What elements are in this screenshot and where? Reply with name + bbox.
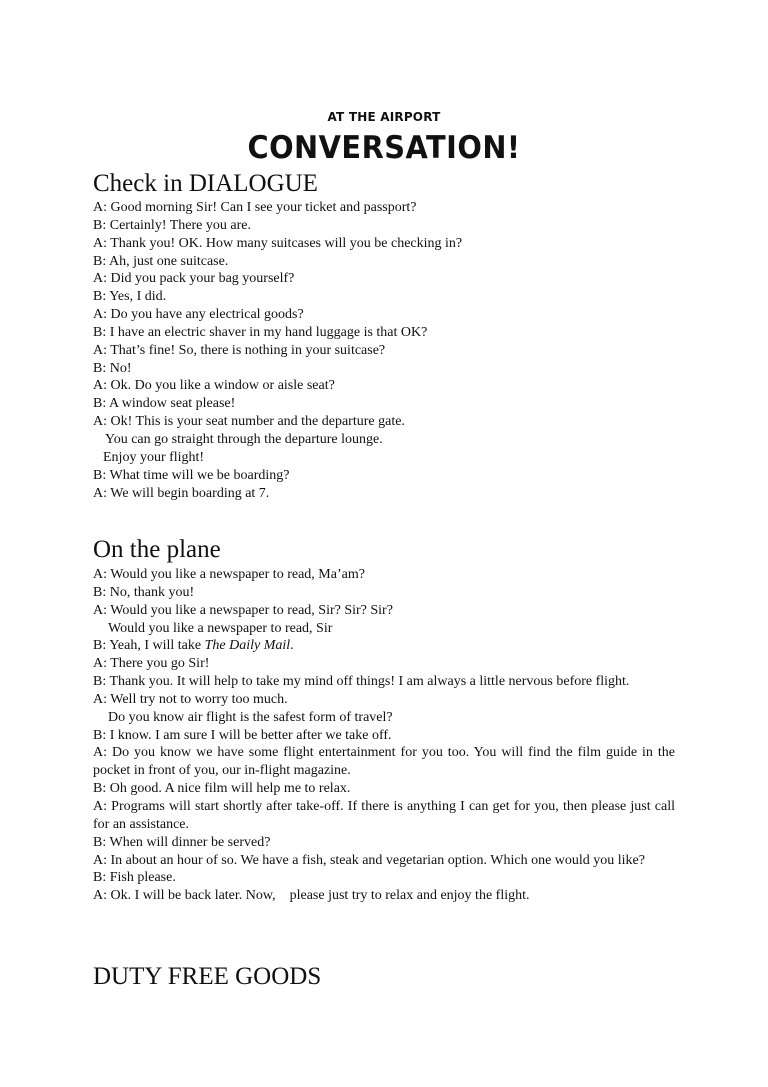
dialogue-line: B: No! xyxy=(93,360,132,376)
plane-dialogue xyxy=(93,566,675,905)
dialogue-line: B: A window seat please! xyxy=(93,396,236,412)
dialogue-line: A: We will begin boarding at 7. xyxy=(93,485,270,501)
dialogue-line: B: No, thank you! xyxy=(93,584,195,600)
dialogue-line: A: That’s fine! So, there is nothing in your suitcase? xyxy=(93,342,386,358)
dialogue-text: please just try to relax and enjoy the flight. xyxy=(289,888,530,904)
dialogue-text: B: Yeah, I will take xyxy=(93,638,205,654)
dialogue-line: B: Thank you. It will help to take my mind off things! I am always a little nervous before flight. xyxy=(93,674,630,690)
dialogue-line: A: Thank you! OK. How many suitcases will you be checking in? xyxy=(93,235,463,251)
page-kicker: AT THE AIRPORT xyxy=(327,110,441,124)
dialogue-line: A: Do you know we have some flight entertainment for you too. You will find the film guide in the pocket in front of you, our in-flight magazine. xyxy=(93,745,675,779)
dialogue-line: B: I have an electric shaver in my hand luggage is that OK? xyxy=(93,324,428,340)
checkin-dialogue xyxy=(93,199,675,502)
dialogue-line: B: Ah, just one suitcase. xyxy=(93,253,229,269)
dialogue-line-continued: Do you know air flight is the safest form of travel? xyxy=(108,709,393,725)
dialogue-line xyxy=(93,887,675,905)
dialogue-line: A: Good morning Sir! Can I see your ticket and passport? xyxy=(93,200,417,215)
dialogue-line: A: Programs will start shortly after take-off. If there is anything I can get for you, then please just call for an assistance. xyxy=(93,798,675,832)
section-heading-duty-free: DUTY FREE GOODS xyxy=(93,963,322,990)
dialogue-line: B: What time will we be boarding? xyxy=(93,467,290,483)
dialogue-line-continued: Would you like a newspaper to read, Sir xyxy=(108,620,333,636)
dialogue-line: B: I know. I am sure I will be better after we take off. xyxy=(93,727,392,743)
dialogue-line: A: Would you like a newspaper to read, Ma’am? xyxy=(93,567,365,582)
dialogue-line-continued: You can go straight through the departure lounge. xyxy=(105,431,383,447)
section-heading-plane: On the plane xyxy=(93,536,221,563)
section-heading-checkin: Check in DIALOGUE xyxy=(93,170,318,197)
dialogue-line xyxy=(93,637,675,655)
dialogue-line: A: In about an hour of so. We have a fish, steak and vegetarian option. Which one would you like? xyxy=(93,852,645,868)
dialogue-line: A: Well try not to worry too much. xyxy=(93,691,288,707)
dialogue-line: B: Yes, I did. xyxy=(93,289,167,305)
newspaper-title: The Daily Mail xyxy=(204,638,291,654)
dialogue-line: A: Would you like a newspaper to read, Sir? Sir? Sir? xyxy=(93,602,393,618)
dialogue-line: B: Oh good. A nice film will help me to relax. xyxy=(93,781,351,797)
dialogue-line: A: There you go Sir! xyxy=(93,656,210,672)
dialogue-line: B: Fish please. xyxy=(93,870,176,886)
dialogue-text: . xyxy=(290,638,294,654)
dialogue-line: B: Certainly! There you are. xyxy=(93,217,251,233)
dialogue-line: B: When will dinner be served? xyxy=(93,834,271,850)
dialogue-line-continued: Enjoy your flight! xyxy=(103,449,205,465)
dialogue-text: A: Ok. I will be back later. Now, xyxy=(93,888,276,904)
dialogue-line: A: Ok! This is your seat number and the departure gate. xyxy=(93,414,405,430)
dialogue-line: A: Do you have any electrical goods? xyxy=(93,307,304,323)
page-title: CONVERSATION! xyxy=(247,130,521,166)
dialogue-line: A: Did you pack your bag yourself? xyxy=(93,271,295,287)
dialogue-line: A: Ok. Do you like a window or aisle seat? xyxy=(93,378,335,394)
